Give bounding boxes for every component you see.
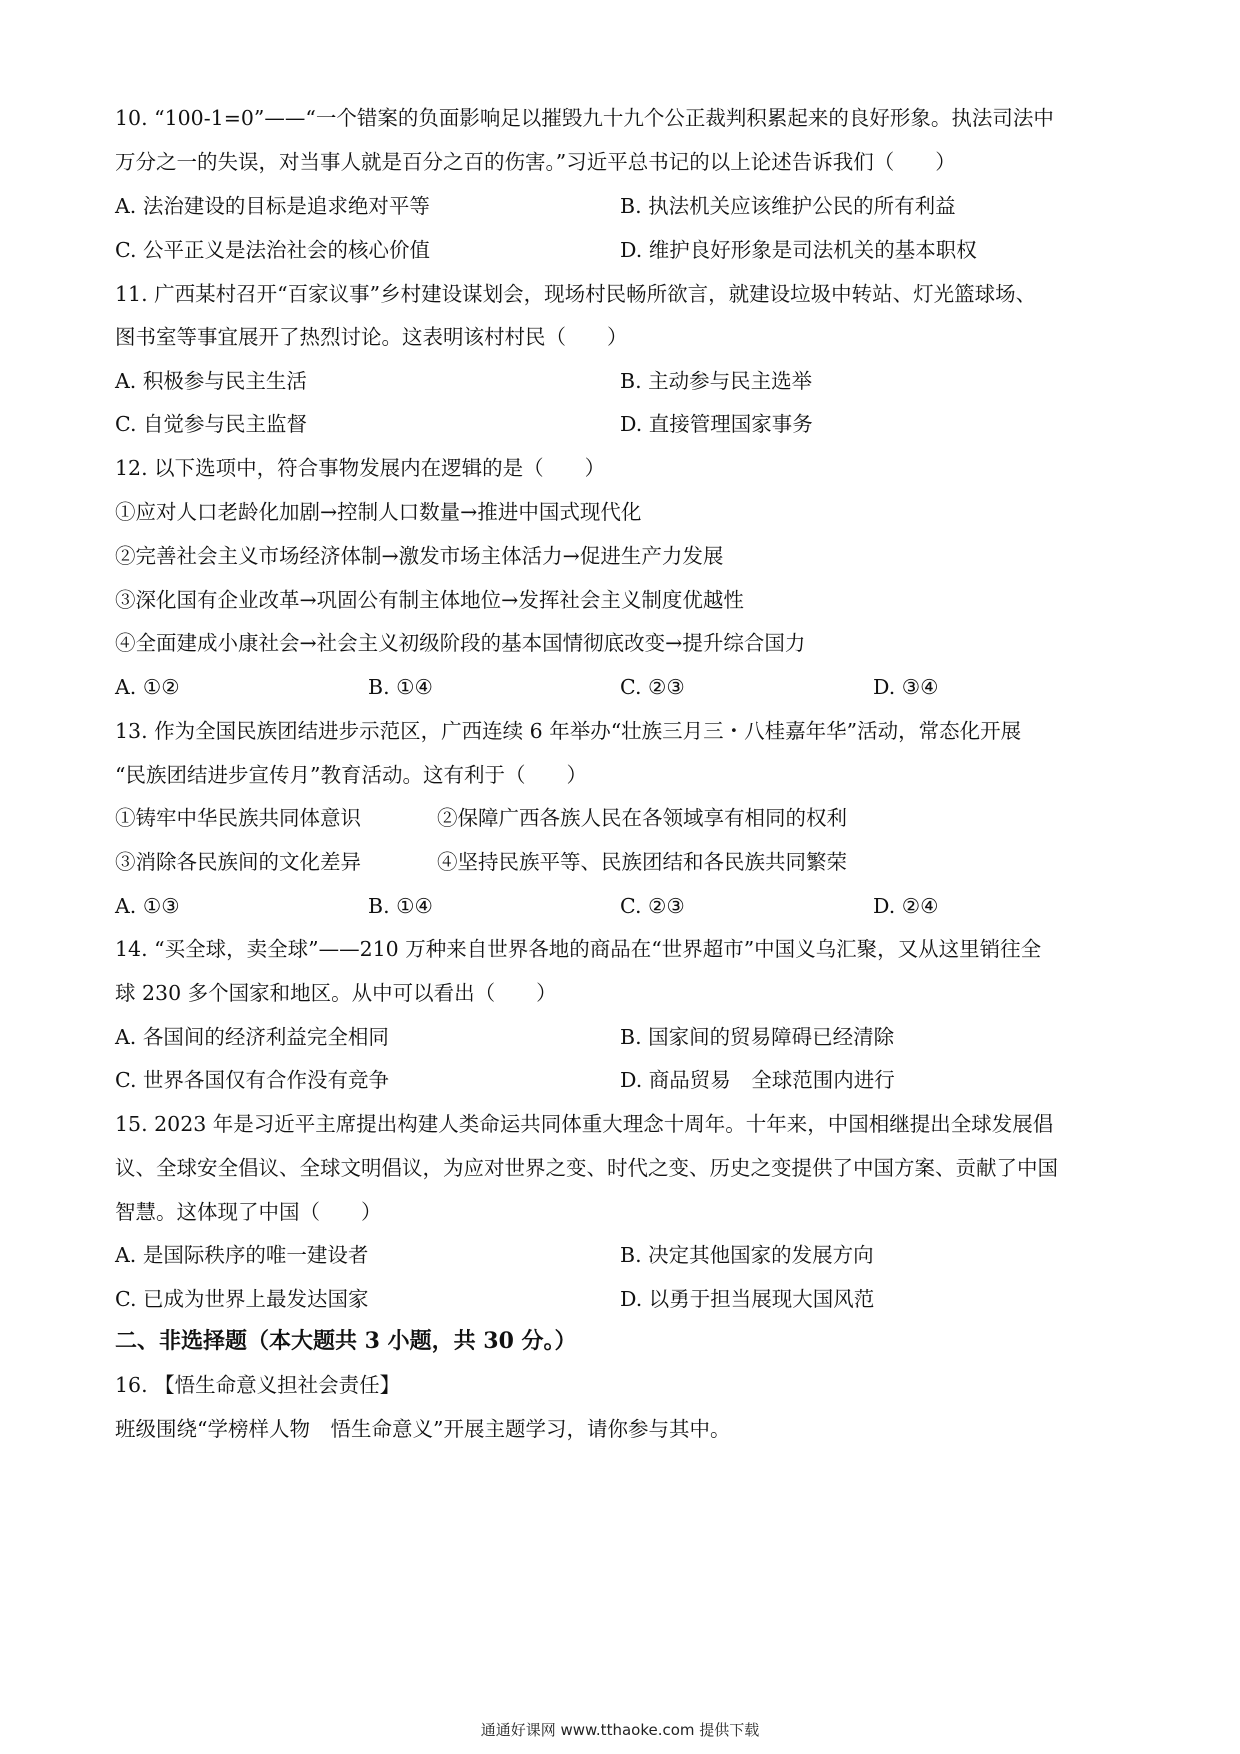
q13-option-b: B. ①④ bbox=[368, 894, 433, 918]
q10-stem-line2: 万分之一的失误，对当事人就是百分之百的伤害。”习近平总书记的以上论述告诉我们（ ） bbox=[115, 150, 956, 174]
q10-option-b: B. 执法机关应该维护公民的所有利益 bbox=[620, 194, 956, 218]
q11-option-c: C. 自觉参与民主监督 bbox=[115, 412, 307, 436]
page-footer: 通通好课网 www.tthaoke.com 提供下载 bbox=[480, 1721, 760, 1739]
q11-stem-line1: 11. 广西某村召开“百家议事”乡村建设谋划会，现场村民畅所欲言，就建设垃圾中转站、灯光篮球场、 bbox=[115, 282, 1037, 306]
q11-option-d: D. 直接管理国家事务 bbox=[620, 412, 813, 436]
q13-option-a: A. ①③ bbox=[115, 894, 180, 918]
q10-option-c: C. 公平正义是法治社会的核心价值 bbox=[115, 238, 430, 262]
q11-option-b: B. 主动参与民主选举 bbox=[620, 369, 813, 393]
q11-option-a: A. 积极参与民主生活 bbox=[115, 369, 307, 393]
q12-statement-4: ④全面建成小康社会→社会主义初级阶段的基本国情彻底改变→提升综合国力 bbox=[115, 631, 806, 655]
q15-option-c: C. 已成为世界上最发达国家 bbox=[115, 1287, 369, 1311]
q14-option-b: B. 国家间的贸易障碍已经清除 bbox=[620, 1025, 895, 1049]
q15-stem-line1: 15. 2023 年是习近平主席提出构建人类命运共同体重大理念十周年。十年来，中国相继提出全球发展倡 bbox=[115, 1112, 1054, 1136]
q10-stem-line1: 10. “100-1=0”——“一个错案的负面影响足以摧毁九十九个公正裁判积累起来的良好形象。执法司法中 bbox=[115, 106, 1054, 130]
q13-statement-4: ④坚持民族平等、民族团结和各民族共同繁荣 bbox=[437, 850, 847, 874]
q14-option-d: D. 商品贸易 全球范围内进行 bbox=[620, 1068, 895, 1092]
q12-option-d: D. ③④ bbox=[873, 675, 939, 699]
q14-option-a: A. 各国间的经济利益完全相同 bbox=[115, 1025, 389, 1049]
q14-stem-line2: 球 230 多个国家和地区。从中可以看出（ ） bbox=[115, 981, 557, 1005]
q12-option-b: B. ①④ bbox=[368, 675, 433, 699]
section-heading: 二、非选择题（本大题共 3 小题，共 30 分。） bbox=[115, 1328, 577, 1354]
q10-option-d: D. 维护良好形象是司法机关的基本职权 bbox=[620, 238, 977, 262]
q13-statement-3: ③消除各民族间的文化差异 bbox=[115, 850, 361, 874]
q14-option-c: C. 世界各国仅有合作没有竞争 bbox=[115, 1068, 389, 1092]
q12-option-a: A. ①② bbox=[115, 675, 180, 699]
q13-stem-line2: “民族团结进步宣传月”教育活动。这有利于（ ） bbox=[115, 763, 587, 787]
q15-stem-line2: 议、全球安全倡议、全球文明倡议，为应对世界之变、时代之变、历史之变提供了中国方案、贡献了中国 bbox=[115, 1156, 1058, 1180]
q10-option-a: A. 法治建设的目标是追求绝对平等 bbox=[115, 194, 430, 218]
q13-option-d: D. ②④ bbox=[873, 894, 939, 918]
q13-option-c: C. ②③ bbox=[620, 894, 685, 918]
q15-option-d: D. 以勇于担当展现大国风范 bbox=[620, 1287, 875, 1311]
q12-option-c: C. ②③ bbox=[620, 675, 685, 699]
q16-intro: 班级围绕“学榜样人物 悟生命意义”开展主题学习，请你参与其中。 bbox=[115, 1417, 731, 1441]
q12-stem: 12. 以下选项中，符合事物发展内在逻辑的是（ ） bbox=[115, 456, 606, 480]
q14-stem-line1: 14. “买全球，卖全球”——210 万种来自世界各地的商品在“世界超市”中国义乌汇聚，又从这里销往全 bbox=[115, 937, 1042, 961]
q15-option-b: B. 决定其他国家的发展方向 bbox=[620, 1243, 874, 1267]
q13-statement-1: ①铸牢中华民族共同体意识 bbox=[115, 806, 361, 830]
q16-title: 16. 【悟生命意义担社会责任】 bbox=[115, 1373, 401, 1397]
q15-stem-line3: 智慧。这体现了中国（ ） bbox=[115, 1200, 382, 1224]
q13-statement-2: ②保障广西各族人民在各领域享有相同的权利 bbox=[437, 806, 847, 830]
q12-statement-3: ③深化国有企业改革→巩固公有制主体地位→发挥社会主义制度优越性 bbox=[115, 588, 744, 612]
q15-option-a: A. 是国际秩序的唯一建设者 bbox=[115, 1243, 369, 1267]
q11-stem-line2: 图书室等事宜展开了热烈讨论。这表明该村村民（ ） bbox=[115, 325, 628, 349]
q12-statement-2: ②完善社会主义市场经济体制→激发市场主体活力→促进生产力发展 bbox=[115, 544, 724, 568]
q13-stem-line1: 13. 作为全国民族团结进步示范区，广西连续 6 年举办“壮族三月三・八桂嘉年华”活动，常态化开展 bbox=[115, 719, 1022, 743]
q12-statement-1: ①应对人口老龄化加剧→控制人口数量→推进中国式现代化 bbox=[115, 500, 642, 524]
